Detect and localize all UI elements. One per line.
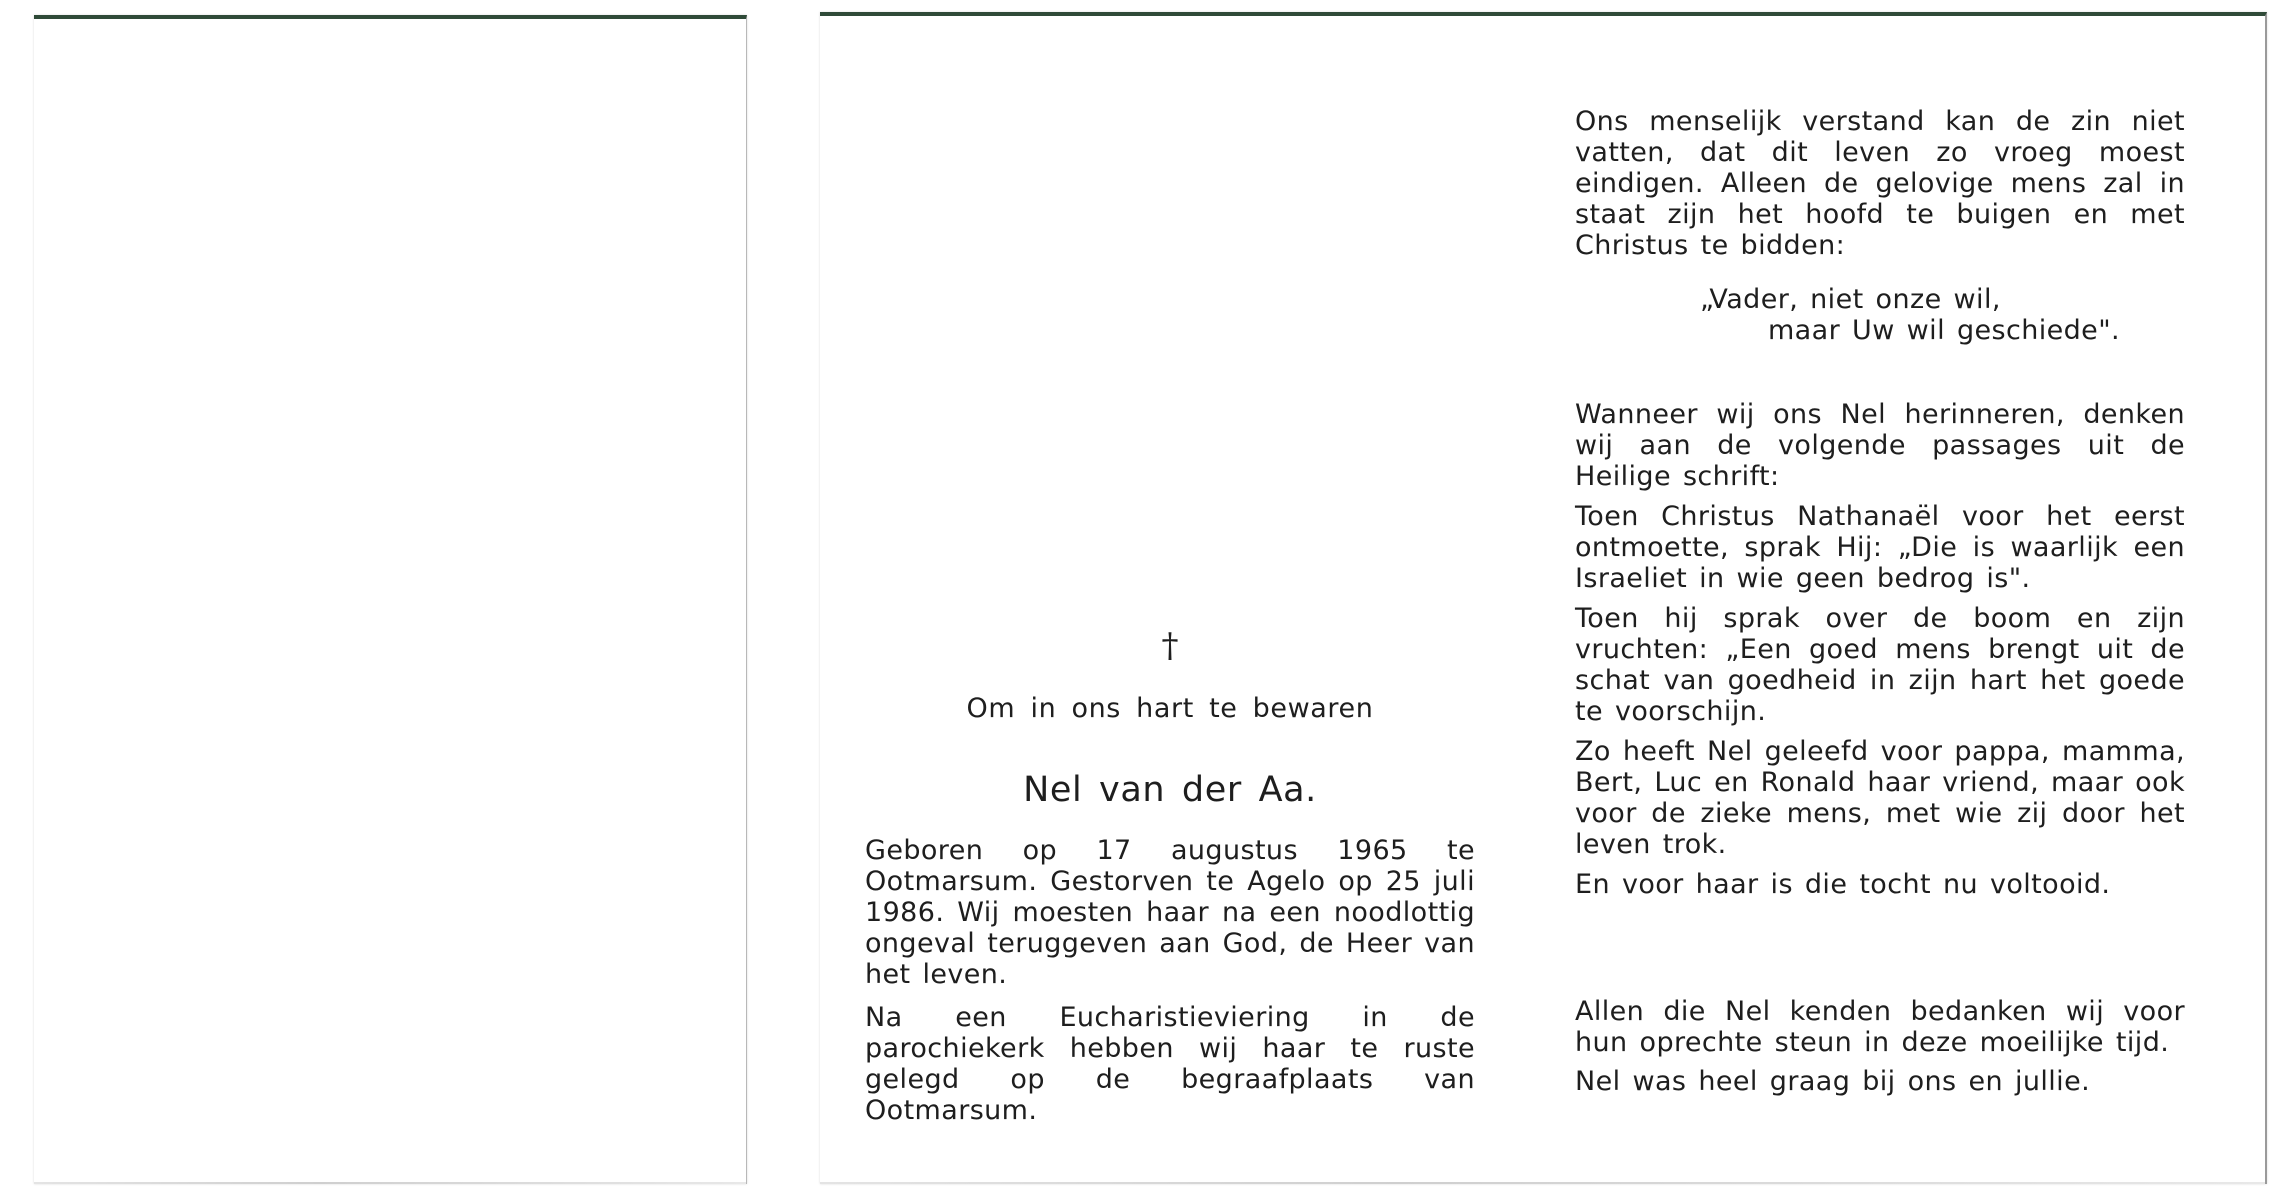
birth-death-paragraph: Geboren op 17 augustus 1965 te Ootmarsum. Gestorven te Agelo op 25 juli 1986. Wij moesten haar na een noodlottig ongeval teruggeven aan God, de Heer van het leven. [865, 835, 1475, 990]
prayer-quote-line-1: „Vader, niet onze wil, [1700, 284, 2001, 315]
prayer-quote [1700, 284, 2120, 346]
remembrance-paragraph: Wanneer wij ons Nel herinneren, denken wij aan de volgende passages uit de Heilige schrift: [1575, 399, 2185, 492]
intro-paragraph: Ons menselijk verstand kan de zin niet vatten, dat dit leven zo vroeg moest eindigen. Alleen de gelovige mens zal in staat zijn het hoofd te buigen en met Christus te bidden: [1575, 106, 2185, 261]
thanks-paragraph: Allen die Nel kenden bedanken wij voor hun oprechte steun in deze moeilijke tijd. [1575, 996, 2185, 1058]
scripture-tree-paragraph: Toen hij sprak over de boom en zijn vruchten: „Een goed mens brengt uit de schat van goedheid in zijn hart het goede te voorschijn. [1575, 603, 2185, 727]
closing-paragraph: Nel was heel graag bij ons en jullie. [1575, 1066, 2091, 1097]
prayer-quote-line-2: maar Uw wil geschiede". [1767, 315, 2120, 346]
journey-paragraph: En voor haar is die tocht nu voltooid. [1575, 869, 2111, 900]
page-edge [34, 1182, 746, 1184]
scripture-nathanael-paragraph: Toen Christus Nathanaël voor het eerst ontmoette, sprak Hij: „Die is waarlijk een Israeliet in wie geen bedrog is". [1575, 501, 2185, 594]
deceased-name: Nel van der Aa. [1023, 770, 1317, 810]
cross-icon: † [1161, 626, 1179, 666]
blank-back-page [34, 15, 747, 1184]
burial-paragraph: Na een Eucharistieviering in de parochiekerk hebben wij haar te ruste gelegd op de begraafplaats van Ootmarsum. [865, 1002, 1475, 1126]
memorial-motto: Om in ons hart te bewaren [966, 693, 1374, 724]
page-edge [820, 1182, 2265, 1184]
life-paragraph: Zo heeft Nel geleefd voor pappa, mamma, Bert, Luc en Ronald haar vriend, maar ook voor de zieke mens, met wie zij door het leven trok. [1575, 736, 2185, 860]
